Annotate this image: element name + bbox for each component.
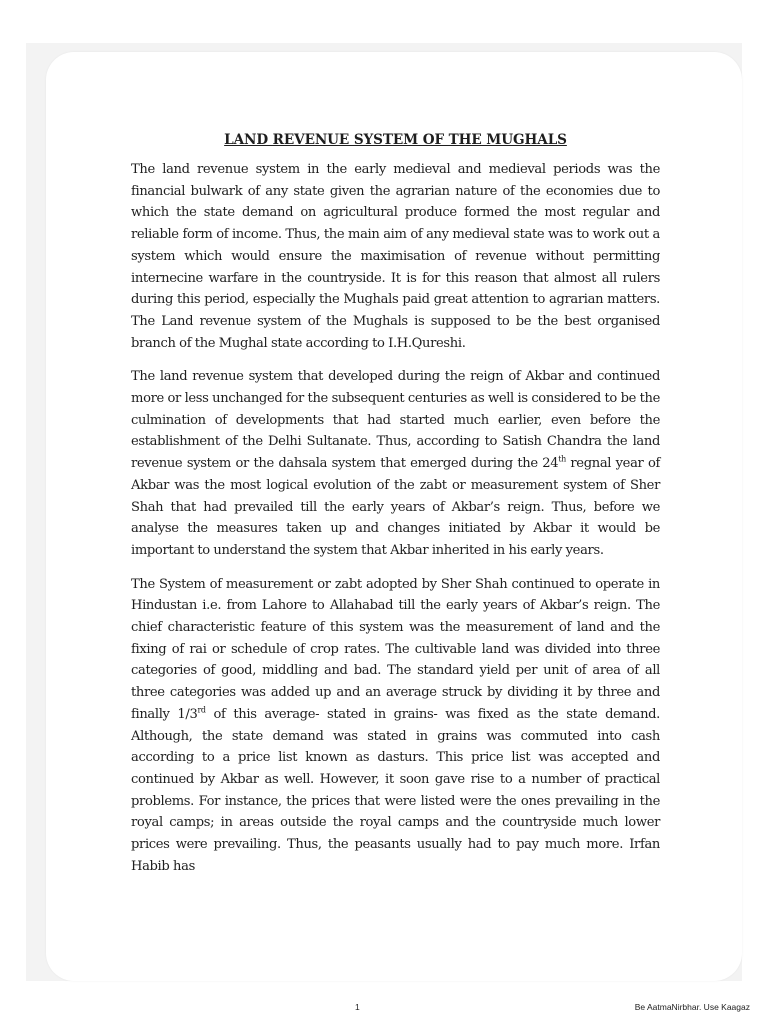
superscript-th: th bbox=[558, 454, 566, 464]
superscript-rd: rd bbox=[197, 705, 206, 715]
document-title: LAND REVENUE SYSTEM OF THE MUGHALS bbox=[224, 132, 567, 148]
page-number: 1 bbox=[355, 1002, 360, 1012]
paragraph-text: The land revenue system that developed during the reign of Akbar and continued more or less unchanged for the subsequent centuries as well is considered to be the culmination of developments that had started much earlier, even before the establishment of the Delhi Sultanate. Thus, according to Satish Chandra the land revenue system or the dahsala system that emerged during the 24 bbox=[131, 369, 661, 472]
paragraph-zabt-system bbox=[131, 574, 660, 878]
paragraph-text: of this average- stated in grains- was fixed as the state demand. Although, the state demand was stated in grains was commuted into cash according to a price list known as dasturs. This price list was accepted and continued by Akbar as well. However, it soon gave rise to a number of practical problems. For instance, the prices that were listed were the ones prevailing in the royal camps; in areas outside the royal camps and the countryside much lower prices were prevailing. Thus, the peasants usually had to pay much more. Irfan Habib has bbox=[131, 706, 660, 874]
page-footer bbox=[0, 1000, 768, 1016]
paragraph-text: regnal year of Akbar was the most logical evolution of the zabt or measurement system of Sher Shah that had prevailed till the early years of Akbar’s reign. Thus, before we analyse the measures taken up and changes initiated by Akbar it would be important to understand the system that Akbar inherited in his early years. bbox=[131, 456, 660, 558]
paragraph-text: The System of measurement or zabt adopted by Sher Shah continued to operate in Hindustan i.e. from Lahore to Allahabad till the early years of Akbar’s reign. The chief characteristic feature of this system was the measurement of land and the fixing of rai or schedule of crop rates. The cultivable land was divided into three categories of good, middling and bad. The standard yield per unit of area of all three categories was added up and an average struck by dividing it by three and finally 1/3 bbox=[131, 576, 660, 722]
branding-text: Be AatmaNirbhar. Use Kaagaz bbox=[634, 1002, 750, 1012]
document-body bbox=[131, 130, 660, 890]
paragraph-intro: The land revenue system in the early medieval and medieval periods was the financial bulwark of any state given the agrarian nature of the economies due to which the state demand on agricultural produce formed the most regular and reliable form of income. Thus, the main aim of any medieval state was to work out a system which would ensure the maximisation of revenue without permitting internecine warfare in the countryside. It is for this reason that almost all rulers during this period, especially the Mughals paid great attention to agrarian matters. The Land revenue system of the Mughals is supposed to be the best organised branch of the Mughal state according to I.H.Qureshi. bbox=[131, 162, 660, 351]
paragraph-akbar-system bbox=[131, 366, 660, 561]
